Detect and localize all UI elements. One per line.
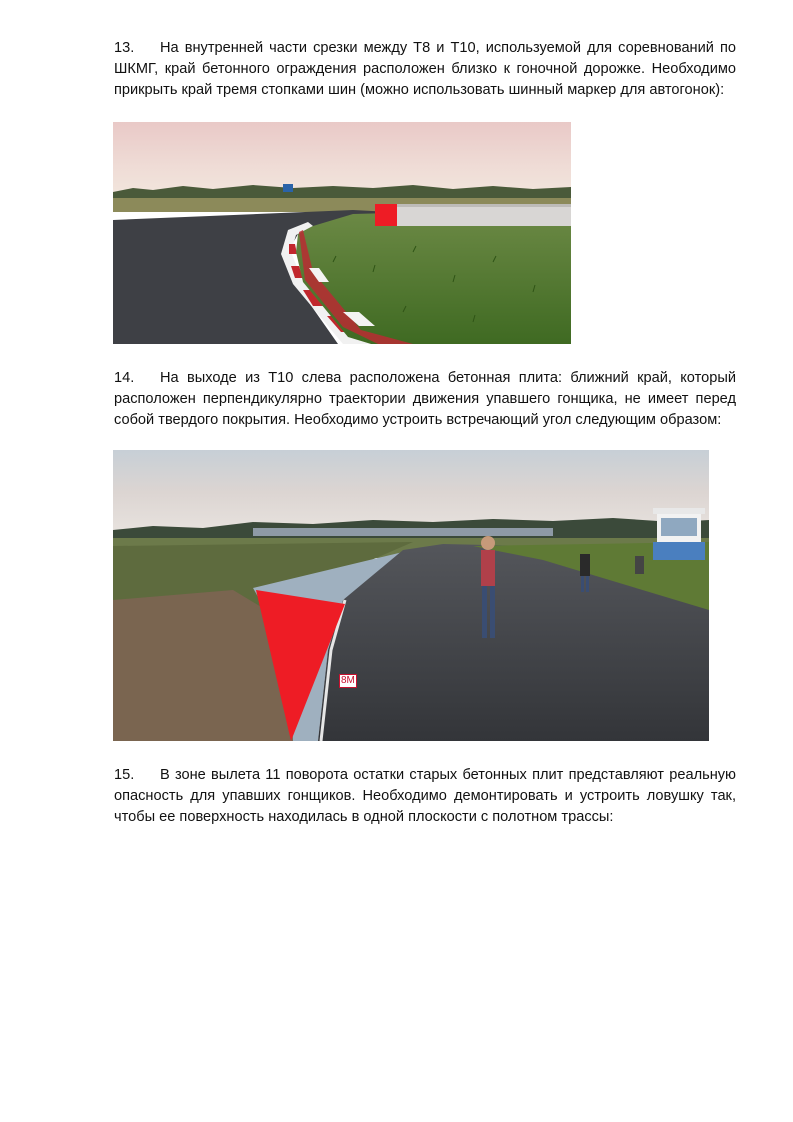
section-15-number: 15. <box>114 767 135 783</box>
distance-label: 8М <box>341 675 355 686</box>
section-13-photo <box>113 122 571 344</box>
section-13-paragraph <box>114 38 736 101</box>
tyre-marker <box>375 204 397 226</box>
section-13-text: На внутренней части срезки между Т8 и Т10, используемой для соревнований по ШКМГ, край бетонного ограждения расположен близко к гоночной дорожке. Необходимо прикрыть край тремя стопками шин (можно использовать шинный маркер для автогонок): <box>114 40 736 98</box>
section-15-paragraph <box>114 765 736 828</box>
section-13-number: 13. <box>114 40 135 56</box>
section-14-text: На выходе из Т10 слева расположена бетонная плита: ближний край, который расположен перпендикулярно траектории движения упавшего гонщика, не имеет перед собой твердого покрытия. Необходимо устроить встречающий угол следующим образом: <box>114 370 736 428</box>
section-15-text: В зоне вылета 11 поворота остатки старых бетонных плит представляют реальную опасность для упавших гонщиков. Необходимо демонтировать и устроить ловушку так, чтобы ее поверхность находилась в одной плоскости с полотном трассы: <box>114 767 736 825</box>
section-14-number: 14. <box>114 370 135 386</box>
section-14-paragraph <box>114 368 736 431</box>
section-14-photo <box>113 450 709 741</box>
